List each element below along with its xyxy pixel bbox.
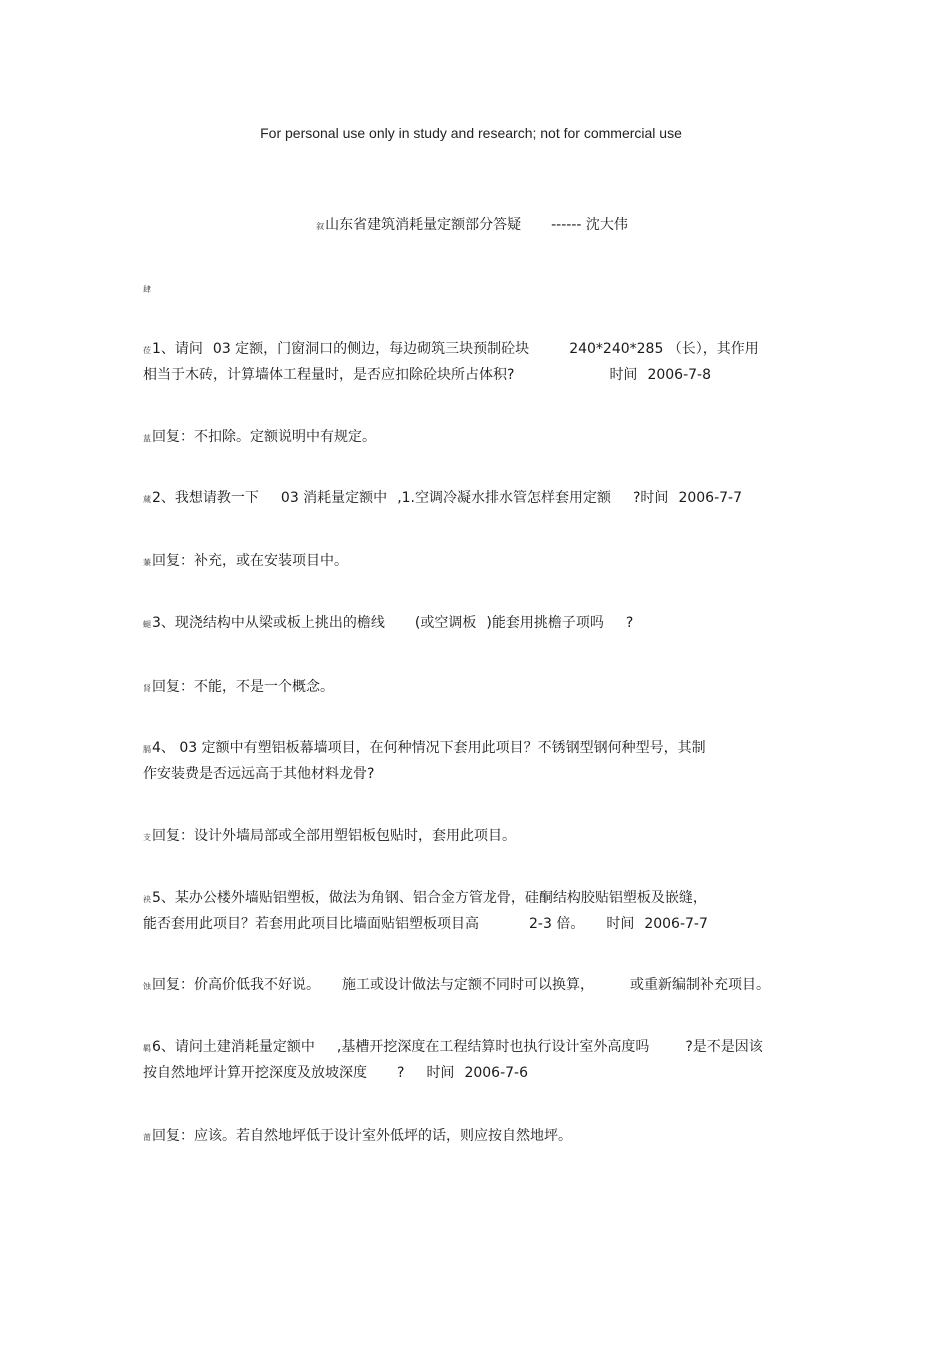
question-6-line-2 (143, 1061, 808, 1085)
question-5-marker: 袂 (143, 895, 151, 904)
q3-seg-a: 3、现浇结构中从梁或板上挑出的檐线 (152, 615, 385, 631)
question-6-marker: 羁 (143, 1044, 151, 1053)
disclaimer-line: For personal use only in study and research; not for commercial use (260, 125, 682, 141)
question-2 (143, 486, 808, 512)
q6-seg-c: ?是不是因该 (685, 1039, 763, 1055)
answer-5-part-a: 回复：价高价低我不好说。 (152, 977, 320, 993)
q6-seg-b: ,基槽开挖深度在工程结算时也执行设计室外高度吗 (336, 1039, 650, 1055)
question-1-marker: 莅 (143, 346, 151, 355)
question-6 (143, 1035, 808, 1085)
q6-seg-e: ? (397, 1065, 405, 1081)
answer-6-marker: 莆 (143, 1133, 151, 1142)
q5-seg-b: 能否套用此项目？若套用此项目比墙面贴铝塑板项目高 (143, 916, 479, 932)
answer-4-text: 回复：设计外墙局部或全部用塑铝板包贴时，套用此项目。 (152, 828, 516, 844)
q4-seg-a: 4、 03 定额中有塑铝板幕墙项目，在何种情况下套用此项目？不锈钢型钢何种型号，其制 (152, 740, 706, 756)
question-1-line-1 (143, 337, 808, 363)
q5-seg-c: 2-3 倍。 (529, 916, 585, 932)
q1-seg-b: 03 定额，门窗洞口的侧边，每边砌筑三块预制砼块 (212, 341, 530, 357)
answer-1-marker: 蒀 (143, 434, 151, 443)
stray-marker: 肆 (143, 285, 151, 294)
answer-3 (143, 675, 808, 701)
answer-6-text: 回复：应该。若自然地坪低于设计室外低坪的话，则应按自然地坪。 (152, 1128, 572, 1144)
q3-seg-c: )能套用挑檐子项吗 (486, 615, 604, 631)
answer-1-text: 回复：不扣除。定额说明中有规定。 (152, 429, 376, 445)
q2-seg-c: ,1.空调冷凝水排水管怎样套用定额 (397, 490, 611, 506)
answer-3-marker: 肾 (143, 684, 151, 693)
question-3-marker: 螁 (143, 620, 151, 629)
answer-1 (143, 425, 808, 451)
answer-4-marker: 支 (143, 833, 151, 842)
answer-5-part-c: 或重新编制补充项目。 (630, 977, 770, 993)
answer-2-text: 回复：补充，或在安装项目中。 (152, 553, 348, 569)
q6-time-label: 时间 (426, 1065, 455, 1081)
question-4 (143, 736, 808, 786)
answer-5-marker: 蚀 (143, 982, 151, 991)
q5-time-value: 2006-7-7 (644, 916, 708, 932)
q2-time-label: ?时间 (633, 490, 669, 506)
answer-2-marker: 蒹 (143, 558, 151, 567)
q1-seg-c: 240*240*285 （长），其作用 (569, 341, 759, 357)
title-author: ------ 沈大伟 (551, 217, 628, 233)
question-4-line-1 (143, 736, 808, 762)
q1-seg-a: 1、请问 (152, 341, 203, 357)
question-5-line-1 (143, 886, 808, 912)
question-2-marker: 蒇 (143, 495, 151, 504)
q1-time-value: 2006-7-8 (647, 367, 711, 383)
q6-seg-a: 6、请问土建消耗量定额中 (152, 1039, 315, 1055)
q4-seg-b: 作安装费是否远远高于其他材料龙骨? (143, 766, 375, 782)
answer-5 (143, 973, 808, 999)
question-3 (143, 611, 808, 637)
q2-time-value: 2006-7-7 (678, 490, 742, 506)
q5-seg-a: 5、某办公楼外墙贴铝塑板，做法为角钢、铝合金方管龙骨，硅酮结构胶贴铝塑板及嵌缝， (152, 890, 707, 906)
title-main: 山东省建筑消耗量定额部分答疑 (325, 217, 522, 233)
title-marker: 叙 (316, 222, 325, 231)
answer-6 (143, 1124, 808, 1150)
q1-time-label: 时间 (609, 367, 638, 383)
answer-4 (143, 824, 808, 850)
answer-3-text: 回复：不能，不是一个概念。 (152, 679, 334, 695)
question-6-line-1 (143, 1035, 808, 1061)
q3-seg-b: (或空调板 (414, 615, 477, 631)
question-1 (143, 337, 808, 387)
question-4-line-2 (143, 762, 808, 786)
question-5 (143, 886, 808, 936)
q1-seg-d: 相当于木砖，计算墙体工程量时，是否应扣除砼块所占体积? (143, 367, 515, 383)
answer-5-part-b: 施工或设计做法与定额不同时可以换算， (342, 977, 594, 993)
question-4-marker: 膈 (143, 745, 151, 754)
document-title (0, 214, 944, 234)
question-5-line-2 (143, 912, 808, 936)
q6-time-value: 2006-7-6 (464, 1065, 528, 1081)
q6-seg-d: 按自然地坪计算开挖深度及放坡深度 (143, 1065, 367, 1081)
q2-seg-a: 2、我想请教一下 (152, 490, 259, 506)
question-1-line-2 (143, 363, 808, 387)
q2-seg-b: 03 消耗量定额中 (280, 490, 388, 506)
q5-time-label: 时间 (606, 916, 635, 932)
q3-seg-d: ? (625, 615, 634, 631)
answer-2 (143, 549, 808, 575)
